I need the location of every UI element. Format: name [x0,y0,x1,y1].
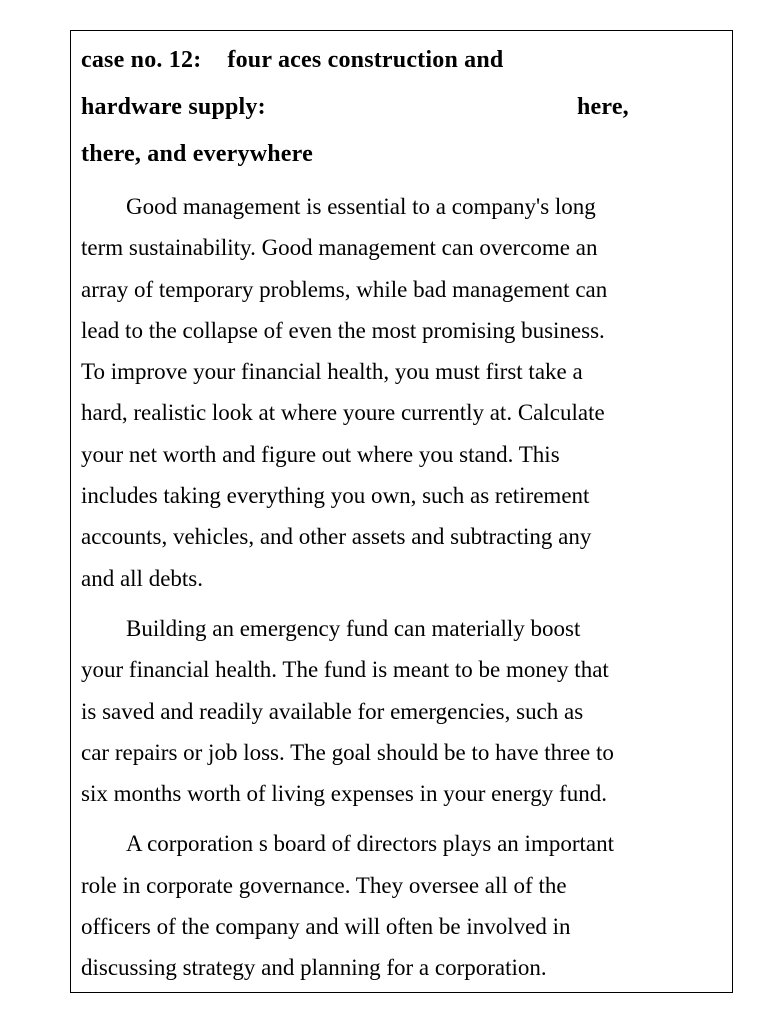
paragraph-line: six months worth of living expenses in your energy fund. [81,781,607,807]
paragraph-2 [81,608,722,814]
title-line-2 [81,84,722,131]
document-frame [70,30,733,993]
paragraph-line: To improve your financial health, you must first take a [81,359,583,385]
paragraph-line: is saved and readily available for emergencies, such as [81,698,584,724]
title-text-2: hardware supply: [81,94,266,120]
body-text [81,186,722,989]
case-number: case no. 12: [81,47,202,73]
paragraph-line: includes taking everything you own, such as retirement [81,483,590,509]
title-text-3: there, and everywhere [81,141,313,167]
paragraph-line: lead to the collapse of even the most promising business. [81,317,605,343]
paragraph-line: your financial health. The fund is meant to be money that [81,657,609,683]
paragraph-line: car repairs or job loss. The goal should be to have three to [81,739,614,765]
paragraph-line: Building an emergency fund can materially boost [126,615,581,641]
title-line-3 [81,131,722,178]
paragraph-line: and all debts. [81,565,203,591]
paragraph-line: A corporation s board of directors plays an important [126,831,614,857]
paragraph-line: accounts, vehicles, and other assets and subtracting any [81,524,592,550]
title-text-2-right: here, [577,94,629,120]
paragraph-line: term sustainability. Good management can overcome an [81,235,598,261]
paragraph-3 [81,823,722,988]
paragraph-line: officers of the company and will often be involved in [81,914,571,940]
title-text-1: four aces construction and [227,47,504,73]
paragraph-line: your net worth and figure out where you stand. This [81,441,560,467]
paragraph-line: Good management is essential to a company's long [126,194,596,219]
paragraph-line: role in corporate governance. They oversee all of the [81,872,567,898]
title-line-1 [81,37,722,84]
paragraph-line: discussing strategy and planning for a corporation. [81,955,547,981]
paragraph-1 [81,186,722,599]
paragraph-line: hard, realistic look at where youre currently at. Calculate [81,400,605,426]
paragraph-line: array of temporary problems, while bad management can [81,276,608,302]
